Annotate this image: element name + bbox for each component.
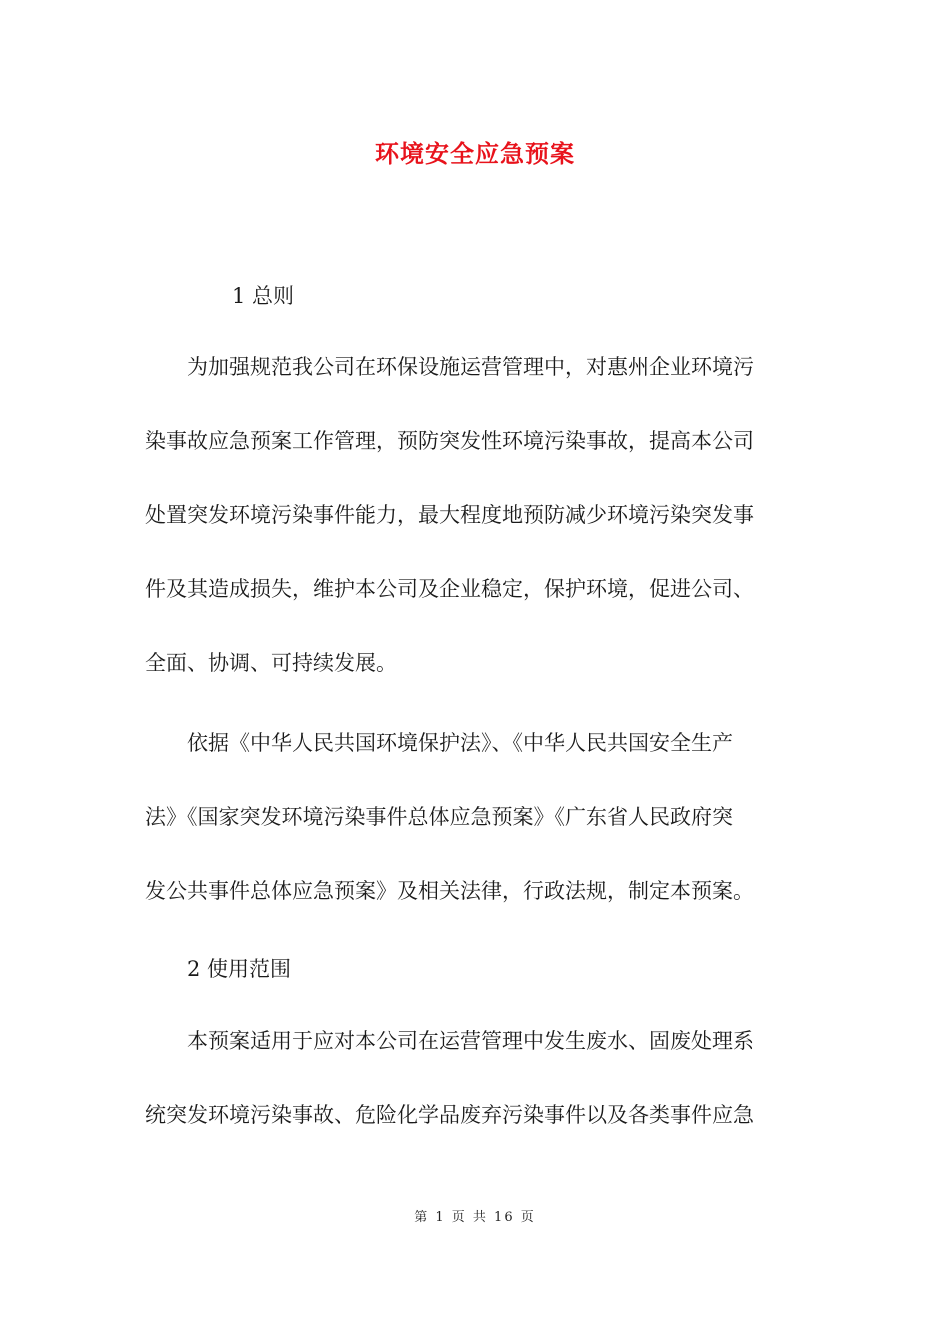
paragraph-legal-basis xyxy=(145,706,807,928)
paragraph-line: 染事故应急预案工作管理，预防突发性环境污染事故，提高本公司 xyxy=(145,429,754,453)
section-heading-general: 1 总则 xyxy=(232,284,295,308)
paragraph-line: 本预案适用于应对本公司在运营管理中发生废水、固废处理系 xyxy=(187,1029,754,1053)
paragraph-scope xyxy=(145,1004,807,1152)
paragraph-line: 处置突发环境污染事件能力，最大程度地预防减少环境污染突发事 xyxy=(145,503,754,527)
document-title: 环境安全应急预案 xyxy=(375,140,575,168)
paragraph-line: 全面、协调、可持续发展。 xyxy=(145,651,397,675)
paragraph-line: 为加强规范我公司在环保设施运营管理中，对惠州企业环境污 xyxy=(187,355,754,379)
section-heading-scope: 2 使用范围 xyxy=(187,957,292,981)
page-number-footer: 第 1 页 共 16 页 xyxy=(414,1210,536,1225)
paragraph-purpose xyxy=(145,330,807,700)
paragraph-line: 统突发环境污染事故、危险化学品废弃污染事件以及各类事件应急 xyxy=(145,1103,754,1127)
paragraph-line: 件及其造成损失，维护本公司及企业稳定，保护环境，促进公司、 xyxy=(145,577,754,601)
paragraph-line: 法》《国家突发环境污染事件总体应急预案》《广东省人民政府突 xyxy=(145,805,733,829)
paragraph-line: 发公共事件总体应急预案》及相关法律，行政法规，制定本预案。 xyxy=(145,879,754,903)
paragraph-line: 依据《中华人民共国环境保护法》、《中华人民共国安全生产 xyxy=(187,731,733,755)
